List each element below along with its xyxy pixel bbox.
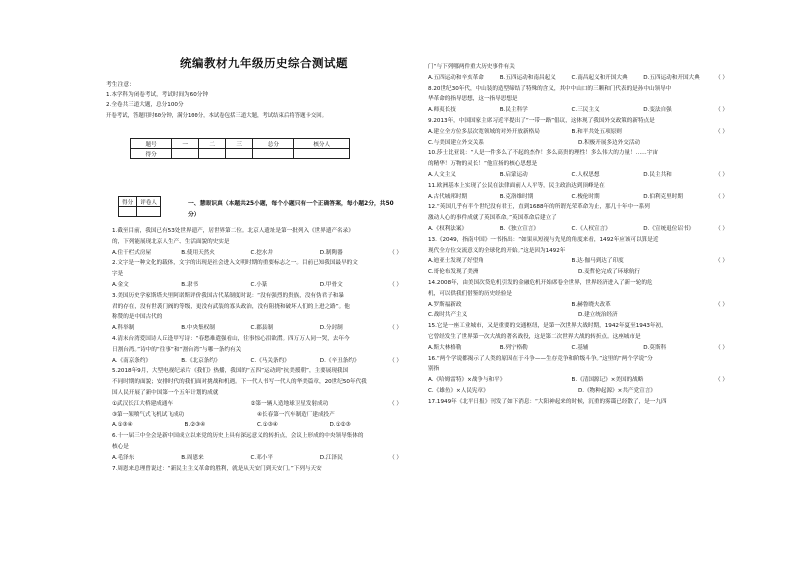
answer-option[interactable]: D.制陶器: [319, 249, 343, 256]
answer-option[interactable]: C.小篆: [250, 281, 268, 288]
question-stem-line: 16.“两个学说都揭示了人类的原因在于斗争——生存竞争和阶级斗争。”这里的“两个学说”分: [428, 355, 653, 362]
answer-option[interactable]: B.周恩来: [181, 454, 204, 461]
score-input-cell[interactable]: [172, 149, 199, 159]
answer-option[interactable]: B.启蒙运动: [499, 171, 528, 178]
answer-option[interactable]: A.古代城邦时期: [428, 193, 468, 200]
eval-input-cell[interactable]: [119, 207, 137, 217]
question-item: [428, 354, 728, 397]
answer-option[interactable]: A.《哈姆雷特》×战争与和平》: [428, 377, 506, 384]
section1-eval-table: [118, 196, 161, 217]
option-row: [428, 105, 728, 116]
question-item: [428, 62, 728, 84]
score-cell: 得分: [131, 149, 172, 159]
question-stem-line: 17.1949年《北平日报》刊发了如下消息：“大阳神起来的时候，沉重的雾霭已经散了，是一九四: [428, 398, 667, 405]
answer-option[interactable]: ②第一辆人造地球卫星发射成功: [250, 400, 329, 407]
answer-option[interactable]: D.《宣统退位诏书》: [643, 225, 695, 232]
answer-parenthesis[interactable]: （ ）: [715, 74, 729, 81]
option-row: [112, 399, 402, 410]
answer-parenthesis[interactable]: （ ）: [715, 225, 729, 232]
option-row: [112, 280, 402, 291]
answer-option[interactable]: A.《南京条约》: [112, 357, 152, 364]
answer-option[interactable]: D.建立统治经济: [578, 312, 618, 319]
answer-option[interactable]: C.《雄鱼》×人民宪章》: [428, 387, 489, 394]
question-stem-line: 现代全方位交流意义的全球化的开始。”这是因为1492年: [428, 247, 566, 254]
option-row: [112, 323, 402, 334]
question-item: [428, 181, 728, 203]
answer-option[interactable]: D.《辛丑条约》: [319, 357, 360, 364]
answer-option[interactable]: C.哥伦布发现了美洲: [428, 269, 479, 276]
score-cell: 题号: [131, 139, 172, 149]
question-item: [428, 235, 728, 278]
option-row: [428, 256, 728, 267]
answer-option[interactable]: B.②③④: [184, 422, 206, 429]
question-stem-line: 它曾经发生了世界第一次大战的著名战役，这是第二次世界大战的转折点。这座城市是: [428, 333, 641, 340]
question-item: [428, 84, 728, 116]
question-stem-line: 8.20世纪30年代，中山装的造型缔结了特殊的含义，其中中山口的三颗和门代表的是孙中山领导中: [428, 85, 672, 92]
score-cell: 总分: [253, 139, 294, 149]
question-stem-line: 9.2013年，中国国家主席习近平提出了“一带一路”倡议，这体现了我国外交政策的新特点是: [428, 117, 655, 124]
answer-option[interactable]: D.五四运动和开国大典: [643, 74, 700, 81]
score-table: [130, 138, 350, 159]
answer-option[interactable]: B.使用天然火: [181, 249, 215, 256]
answer-option[interactable]: D.分封制: [319, 325, 343, 332]
answer-option[interactable]: D.麦哲伦完成了环球航行: [578, 269, 641, 276]
answer-option[interactable]: C.邓小平: [250, 454, 273, 461]
option-row: [428, 343, 728, 354]
answer-option[interactable]: A.《权利法案》: [428, 225, 468, 232]
option-row: [428, 73, 728, 84]
option-row: [112, 453, 402, 464]
answer-option[interactable]: D.甲骨文: [319, 281, 343, 288]
answer-parenthesis[interactable]: （ ）: [715, 128, 728, 135]
option-row: [428, 386, 728, 397]
answer-option[interactable]: C.挖水井: [250, 249, 273, 256]
question-item: [112, 334, 402, 366]
answer-option[interactable]: B.《清国源记》×美国的战略: [571, 377, 644, 384]
question-stem-line: 的精华！万物的灵长！”他宣扬的核心思想是: [428, 161, 538, 168]
answer-option[interactable]: A.五四运动和辛亥革命: [428, 74, 484, 81]
question-item: [112, 258, 402, 290]
answer-option[interactable]: C.人权思想: [571, 171, 600, 178]
option-row: [428, 375, 728, 386]
question-item: [112, 291, 402, 334]
question-stem-line: 华革命的指导思想，这一指导思想是: [428, 96, 518, 103]
score-cell: 二: [199, 139, 226, 149]
option-row: [112, 420, 402, 431]
question-item: [428, 278, 728, 321]
answer-option[interactable]: B.《北京条约》: [181, 357, 221, 364]
answer-option[interactable]: C.南昌起义和开国大典: [571, 74, 628, 81]
answer-parenthesis[interactable]: （ ）: [389, 325, 403, 332]
answer-parenthesis[interactable]: （ ）: [715, 107, 729, 114]
page-title: 统编教材九年级历史综合测试题: [180, 56, 348, 70]
right-questions: [428, 62, 728, 408]
answer-option[interactable]: B.赫鲁晓夫改革: [571, 301, 611, 308]
question-stem-line: 12.“英国几乎有半个世纪没有君王，直到1688年的所谓光荣革命为止，那几十年中一系列: [428, 204, 650, 211]
question-stem-line: 激动人心的事件成就了英国革命。”英国革命后建立了: [428, 215, 557, 222]
answer-option[interactable]: A.金文: [112, 281, 129, 288]
answer-option[interactable]: A.科举制: [112, 325, 135, 332]
answer-option[interactable]: C.郡县制: [250, 325, 273, 332]
answer-option[interactable]: D.莫斯科: [643, 344, 667, 351]
question-stem-line: 14.2008年，由美国次贷危机引发的金融危机开始席卷全世界，世界经济进入了新一轮的危: [428, 279, 653, 286]
score-cell: 三: [226, 139, 253, 149]
notice-item: 1.本学科为闭卷考试，考试时间为60分钟: [106, 92, 208, 98]
question-item: [112, 464, 402, 475]
question-stem-line: 2.文字是一种文化的载体，文字的出现是社会进入文明时期的重要标志之一。目前已知我国最早的文: [112, 260, 358, 267]
question-stem-line: 君的存在，没有世袭门阀的等级，更没有武装的寡头政治，没有阻挠和破坏人们的上进之路”。他: [112, 303, 350, 310]
question-stem-line: 5.2018年9月，大型电视纪录片《我们》热播，我国的“五四”运动到“抗美援朝”，主要展现我国: [112, 368, 349, 375]
answer-parenthesis[interactable]: （ ）: [715, 171, 729, 178]
answer-option[interactable]: D.伯利克里时期: [643, 193, 683, 200]
question-stem-line: 不同时期的面貌；安排时代的我们面对挑战和机遇。下一代人书写一代人的华美篇章，20世纪50年代我: [112, 379, 367, 386]
question-item: [428, 397, 728, 408]
question-stem-line: 的，下列能展现北京人生产、生活面貌的史实是: [112, 238, 230, 245]
answer-option[interactable]: A.建立全方位多层次宽领域的对外开放新格局: [428, 128, 540, 135]
answer-option[interactable]: D.民主共和: [643, 171, 672, 178]
score-input-cell[interactable]: [226, 149, 253, 159]
answer-option[interactable]: C.①③④: [257, 422, 278, 429]
question-stem-line: 国人民开展了新中国第一个五年计划的成就: [112, 389, 219, 396]
answer-parenthesis[interactable]: （ ）: [389, 357, 403, 364]
answer-option[interactable]: B.《独立宣言》: [499, 225, 539, 232]
question-item: [428, 202, 728, 234]
answer-option[interactable]: ①武汉长江大桥建成通车: [112, 400, 173, 407]
answer-option[interactable]: A.①③④: [112, 422, 133, 429]
score-cell: 核分人: [294, 139, 350, 149]
answer-parenthesis[interactable]: （ ）: [389, 400, 402, 407]
answer-option[interactable]: C.基辅: [571, 344, 589, 351]
question-stem-line: 1.截至目前，我国已有53处世界遗产，居世界第二位。北京人遗址是第一批列入《世界遗产名录》: [112, 228, 354, 234]
question-stem-line: 6.十一届三中全会是新中国成立以来党的历史上具有深远意义的转折点，会议上形成的中央领导集体的: [112, 433, 364, 440]
question-stem-line: 7.周恩来总理曾说过：“新民主主义革命的胜利，就是从天安门到天安门。”下列与天安: [112, 465, 322, 472]
option-row: [428, 224, 728, 235]
answer-option[interactable]: B.达·伽马到达了印度: [571, 258, 624, 265]
answer-option[interactable]: B.克洛维时期: [499, 193, 534, 200]
question-stem-line: 称赞的是中国古代的: [112, 314, 163, 321]
eval-label: 评卷人: [137, 197, 161, 207]
answer-option[interactable]: C.《人权宣言》: [571, 225, 611, 232]
question-item: [428, 148, 728, 180]
answer-option[interactable]: B.民主科学: [499, 107, 528, 114]
notice-item: 2.全卷共三道大题，总分100分: [106, 102, 184, 108]
answer-option[interactable]: D.《物种起源》×共产党宣言》: [578, 387, 656, 394]
question-stem-line: 字是: [112, 271, 124, 278]
answer-parenthesis[interactable]: （ ）: [389, 249, 403, 256]
question-stem-line: 4.清末台湾爱国诗人丘逢甲写诗：“春愁难遣强看山，往事惊心泪欲潸。四万万人同一哭，去年今: [112, 335, 350, 342]
score-cell: 一: [172, 139, 199, 149]
answer-parenthesis[interactable]: （ ）: [715, 258, 728, 265]
eval-input-cell[interactable]: [137, 207, 161, 217]
score-input-cell[interactable]: [253, 149, 294, 159]
notice-heading: 考生注意：: [106, 82, 135, 88]
left-questions: [112, 226, 402, 474]
answer-option[interactable]: A.住干栏式房屋: [112, 249, 152, 256]
answer-option[interactable]: D.积极开展多边外交活动: [578, 139, 641, 146]
question-stem-line: 别指: [428, 366, 440, 373]
answer-parenthesis[interactable]: （ ）: [715, 193, 729, 200]
eval-label: 得分: [119, 197, 137, 207]
answer-option[interactable]: C.三民主义: [571, 107, 600, 114]
answer-option[interactable]: A.斯大林格勒: [428, 344, 462, 351]
answer-option[interactable]: A.毛泽东: [112, 454, 135, 461]
question-stem-line: 门“与下列哪两件重大历史事件有关: [428, 64, 515, 70]
question-item: [112, 226, 402, 258]
answer-option[interactable]: ④长春第一汽车制造厂建成投产: [257, 411, 335, 418]
answer-option[interactable]: B.列宁格勒: [499, 344, 528, 351]
question-stem-line: 11.欧洲基本上实现了公民在法律面前人人平等，民主政治达到顶峰是在: [428, 182, 605, 189]
answer-option[interactable]: B.中央集权制: [181, 325, 215, 332]
section1-heading-cont: 分）: [188, 212, 200, 218]
option-row: [112, 410, 402, 421]
answer-parenthesis[interactable]: （ ）: [389, 454, 403, 461]
question-item: [112, 366, 402, 431]
question-item: [112, 431, 402, 463]
option-row: [428, 267, 728, 278]
question-stem-line: 机，可以供我们借鉴的历史经验是: [428, 290, 512, 297]
section1-heading: 一、慧眼识真（本题共25小题，每个小题只有一个正确答案，每小题2分，共50: [188, 201, 394, 207]
answer-option[interactable]: ③第一架喷气式飞机试飞成功: [112, 411, 185, 418]
question-stem-line: 13.《2049，指南中国》一书指出：“如果从短视与先见的角度来看，1492年应该可以算是近: [428, 236, 659, 243]
question-stem-line: 10.莎士比亚说：“人是一件多么了不起的杰作！多么高贵的理性！多么伟大的力量！……宇宙: [428, 150, 658, 157]
answer-option[interactable]: A.罗斯福新政: [428, 301, 462, 308]
option-row: [428, 138, 728, 149]
option-row: [428, 127, 728, 138]
option-row: [112, 356, 402, 367]
answer-option[interactable]: A.人文主义: [428, 171, 456, 178]
answer-parenthesis[interactable]: （ ）: [715, 344, 729, 351]
answer-option[interactable]: C.战时共产主义: [428, 312, 468, 319]
answer-option[interactable]: B.隶书: [181, 281, 199, 288]
answer-parenthesis[interactable]: （ ）: [389, 281, 403, 288]
score-input-cell[interactable]: [199, 149, 226, 159]
question-item: [428, 116, 728, 148]
answer-option[interactable]: D.变法自强: [643, 107, 672, 114]
answer-parenthesis[interactable]: （ ）: [715, 377, 728, 384]
option-row: [428, 170, 728, 181]
answer-option[interactable]: C.梭伦时期: [571, 193, 600, 200]
answer-option[interactable]: B.和平共处五项原则: [571, 128, 622, 135]
answer-option[interactable]: C.《马关条约》: [250, 357, 290, 364]
question-stem-line: 3.美国历史学家斯塔夫里阿诺斯评价我国古代某制度时说：“没有强烈的贵族，没有伪君子和暴: [112, 292, 344, 299]
option-row: [428, 310, 728, 321]
answer-option[interactable]: A.师夷长技: [428, 107, 456, 114]
answer-option[interactable]: D.江泽民: [319, 454, 343, 461]
answer-option[interactable]: A.迪亚士发现了好望角: [428, 258, 484, 265]
option-row: [112, 248, 402, 259]
answer-option[interactable]: C.与美国建立外交关系: [428, 139, 485, 146]
answer-option[interactable]: B.五四运动和南昌起义: [499, 74, 556, 81]
answer-option[interactable]: D.①②③: [329, 422, 351, 429]
answer-parenthesis[interactable]: （ ）: [715, 301, 728, 308]
question-stem-line: 核心是: [112, 443, 129, 450]
option-row: [428, 192, 728, 203]
question-stem-line: 日割台湾。”诗中的“往事”和“割台湾”与哪一条约有关: [112, 346, 242, 353]
score-input-cell[interactable]: [294, 149, 350, 159]
question-item: [428, 321, 728, 353]
question-stem-line: 15.它是一座工业城市，又是重要的交通枢纽，是第一次世界大战时期，1942年夏至1943年初，: [428, 323, 667, 330]
notice-item: 开卷考试，答题用时60分钟，满分100分，本试卷包括三道大题，考试结束后将答题卡交回。: [106, 113, 328, 119]
option-row: [428, 300, 728, 311]
